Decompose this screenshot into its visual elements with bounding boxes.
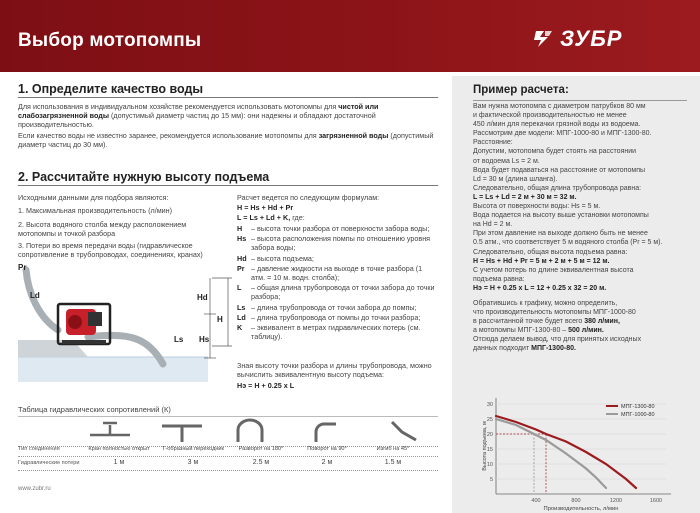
example-line: что производительность мотопомпы МПГ-1000-80 [473,309,636,317]
table-top-rule [18,416,438,417]
row-label-type: Тип соединения [18,446,60,452]
x-tick-label: 1200 [609,498,623,504]
x-tick-label: 1600 [649,498,663,504]
example-line: Вам нужна мотопомпа с диаметром патрубков 80 мм [473,103,646,110]
legend-label: МПГ-1000-80 [621,412,655,418]
example-line: Высота от поверхности воды: Hs = 5 м. [473,203,601,211]
definition-item: Hd – высота подъема; [237,253,314,263]
example-line: на Hd = 2 м. [473,221,513,229]
example-line: Ld = 30 м (длина шланга). [473,175,558,183]
legend-label: МПГ-1300-80 [621,404,655,410]
equivalent-intro: Зная высоту точки разбора и длины трубопровода, можно вычислить эквивалентную высоту подъема: [237,361,432,380]
u-turn-180-icon [238,420,262,442]
definition-item: K – эквивалент в метрах гидравлических потерь (см. таблицу). [237,323,421,342]
label-pr: Pr [18,263,27,272]
example-result-height: H = Hs + Hd + Pr = 5 м + 2 м + 5 м = 12 м. [473,257,610,265]
example-line: Допустим, мотопомпа будет стоять на расстоянии [473,148,637,156]
example-result-equivalent: Hэ = H + 0.25 x L = 12 + 0.25 x 32 = 20 м. [473,284,607,292]
example-line: Вода будет подаваться на расстояние от мотопомпы [473,166,646,174]
example-divider [473,100,687,101]
table-caption: Таблица гидравлических сопротивлений (К) [18,405,171,414]
definition-item: Hs – высота расположения помпы по отношению уровня забора воды; [237,234,431,253]
footer-url: www.zubr.ru [18,486,51,492]
example-line: от водоема Ls = 2 м. [473,157,540,165]
brand-mark-icon [532,29,554,49]
y-tick-label: 20 [486,432,493,438]
definitions-list [237,224,437,341]
elbow-90-icon [316,424,336,442]
section2-intro: Исходными данными для подбора являются: [18,193,169,202]
table-row-divider [18,456,438,457]
tee-connector-icon [162,426,202,442]
series-line-1 [496,416,636,488]
example-line: Вода подается на высоту выше установки мотопомпы [473,212,649,220]
valve-icon [90,423,130,435]
example-result-length: L = Ls + Ld = 2 м + 30 м = 32 м. [473,193,577,201]
example-line: Следовательно, общая длина трубопровода равна: [473,184,642,192]
type-cell: Т-образный переходник [162,446,224,452]
section1-paragraph-2: Если качество воды не известно заранее, рекомендуется использование мотопомпы для загрязненной воды (допустимый диаметр частиц до 30 мм). [18,131,434,150]
y-axis-label: Высота подъема, м [482,421,488,471]
loss-cell: 1 м [113,459,125,466]
section2-item-1: 1. Максимальная производительность (л/мин) [18,206,173,215]
section2-title: 2. Рассчитайте нужную высоту подъема [18,170,270,184]
loss-cell: 3 м [187,459,199,466]
formula-length: L = Ls + Ld + K, где: [237,213,305,222]
label-h: H [217,315,223,324]
section1-title: 1. Определите качество воды [18,82,204,96]
section1-divider [18,97,438,98]
example-line: Следовательно, общая высота подъема равна: [473,248,628,256]
loss-cell: 1.5 м [384,459,402,466]
example-line: Отсюда делаем вывод, что для принятых исходных [473,336,642,344]
definition-item: H – высота точки разбора от поверхности забора воды; [237,224,430,233]
example-line: данных подходит МПГ-1300-80. [473,345,576,353]
water-body [18,357,208,382]
outlet-hose [26,270,58,330]
performance-chart [456,394,696,512]
label-ld: Ld [30,291,40,300]
label-hd: Hd [197,293,208,302]
y-tick-label: 15 [486,447,493,453]
section2-divider [18,185,438,186]
brand-logo [510,26,680,52]
example-line: Обратившись к графику, можно определить, [473,299,618,307]
example-line: С учетом потерь по длине эквивалентная высота [473,266,634,274]
definition-item: Ls – длина трубопровода от точки забора до помпы; [237,302,417,312]
y-tick-label: 10 [486,462,493,468]
example-line: Рассмотрим две модели: МПГ-1000-80 и МПГ-1300-80. [473,130,652,138]
loss-cell: 2 м [321,459,333,466]
definition-item: L – общая длина трубопровода от точки забора до точки разбора; [237,283,435,302]
example-line: Расстояние: [473,139,513,147]
type-cell: Разворот на 180° [238,446,284,452]
fittings-icons [80,418,440,444]
section1-paragraph-1: Для использования в индивидуальном хозяйстве рекомендуется использовать мотопомпы для чистой или слабозагрязненной воды (допустимый диаметр частиц до 15 мм): они надежны и обладают достаточной производительностью. [18,102,379,130]
example-text [473,102,693,354]
label-hs: Hs [199,335,210,344]
brand-name: ЗУБР [560,26,623,51]
x-tick-label: 400 [531,498,541,504]
label-ls: Ls [174,335,184,344]
x-tick-label: 800 [571,498,581,504]
definition-item: Pr – давление жидкости на выходе в точке разбора (1 атм. = 10 м. водн. столба); [237,263,423,283]
equivalent-formula: Hэ = H + 0.25 x L [237,381,295,390]
definition-item: Ld – длина трубопровода от помпы до точки разбора; [237,312,421,322]
example-line: 0.5 атм., что соответствует 5 м водяного столба (Pr = 5 м). [473,239,663,247]
table-row-divider [18,470,438,471]
example-line: в рассчитанной точке будет всего 380 л/мин, [473,318,620,326]
example-title: Пример расчета: [473,84,569,96]
section2-item-2: 2. Высота водяного столба между расположением мотопомпы и точкой разбора [18,220,187,239]
pump-installation-diagram [18,262,233,387]
y-tick-label: 5 [489,477,493,483]
section2-item-3: 3. Потери во время передачи воды (гидравлическое сопротивление в трубопроводах, соединениях, кранах) [18,241,203,260]
formula-height: H = Hs + Hd + Pr [237,203,294,212]
header-banner [0,0,700,72]
type-cell: Поворот на 90° [307,446,347,452]
example-line: 450 л/мин для перекачки грязной воды из водоема. [473,121,641,129]
x-axis-label: Производительность, л/мин [543,506,619,512]
row-label-loss: Гидравлические потери [18,460,80,466]
page-title: Выбор мотопомпы [18,30,202,51]
example-panel [452,76,700,513]
bend-45-icon [392,422,416,440]
type-cell: Кран полностью открыт [88,446,150,452]
y-tick-label: 25 [486,417,493,423]
loss-cell: 2.5 м [252,459,270,466]
example-line: При этом давление на выходе должно быть не менее [473,230,648,238]
type-cell: Изгиб на 45° [376,446,410,452]
example-line: подъема равна: [473,275,525,283]
example-line: а мотопомпы МПГ-1300-80 – 500 л/мин. [473,327,604,335]
formula-intro: Расчет ведется по следующим формулам: [237,193,380,202]
y-tick-label: 30 [486,402,493,408]
example-line: и фактической производительностью не менее [473,112,627,120]
